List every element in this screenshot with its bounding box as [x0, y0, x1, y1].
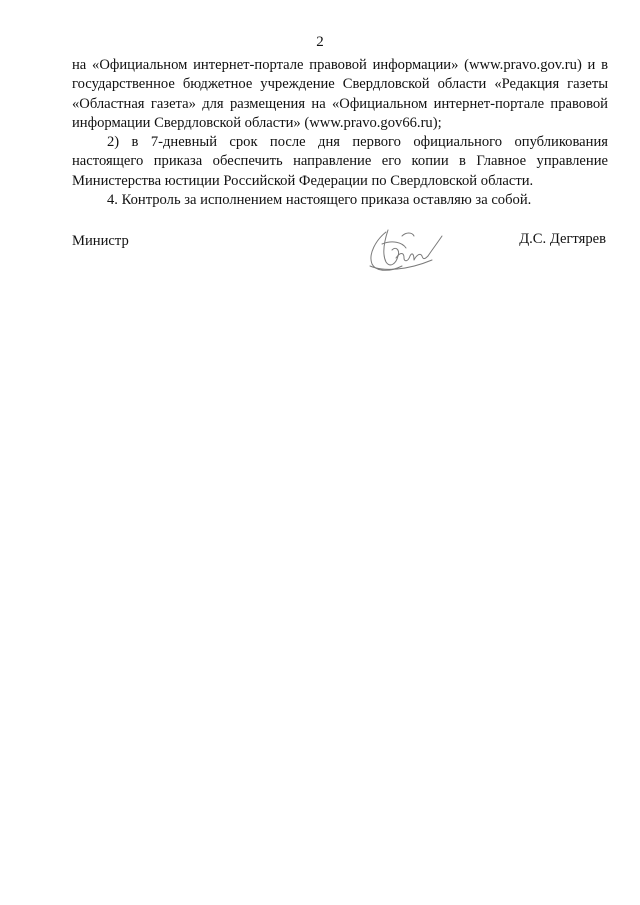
signature-block — [72, 230, 608, 290]
document-body — [72, 56, 608, 210]
signer-name: Д.С. Дегтярев — [519, 231, 606, 247]
paragraph-item-2: 2) в 7-дневный срок после дня первого официального опубликования настоящего приказа обеспечить направление его копии в Главное управление Министерства юстиции Российской Федерации по Свердловской области. — [72, 134, 608, 189]
signer-position: Министр — [72, 233, 129, 249]
paragraph-continuation: на «Официальном интернет-портале правовой информации» (www.pravo.gov.ru) и в государственное бюджетное учреждение Свердловской области «Редакция газеты «Областная газета» для размещения на «Официальном интернет-портале правовой информации Свердловской области» (www.pravo.gov66.ru); — [72, 57, 608, 131]
page-number: 2 — [316, 34, 324, 50]
handwritten-signature — [362, 222, 448, 282]
paragraph-item-4: 4. Контроль за исполнением настоящего приказа оставляю за собой. — [107, 192, 532, 209]
